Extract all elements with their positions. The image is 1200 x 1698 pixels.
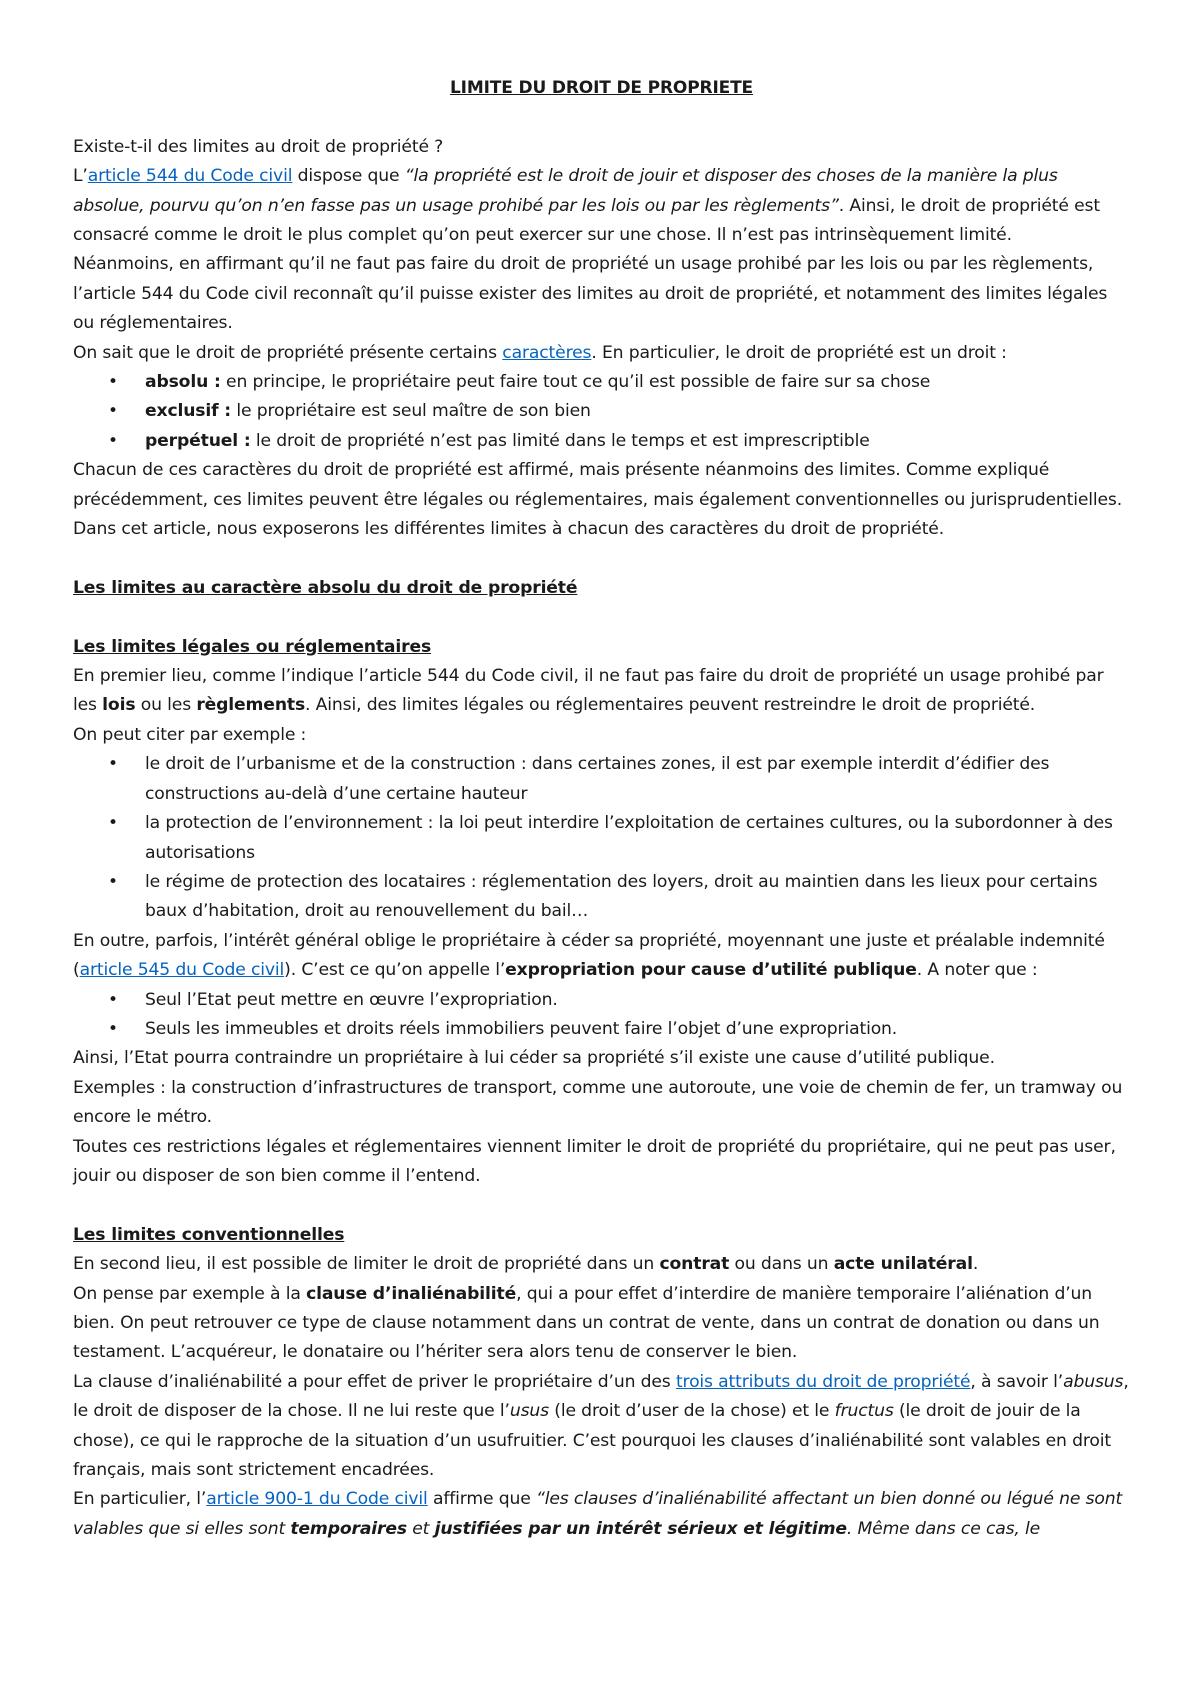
conv-paragraph-3: La clause d’inaliénabilité a pour effet de priver le propriétaire d’un des trois attributs du droit de propriété, à savoir l’abusus, le droit de disposer de la chose. Il ne lui reste que l’usus (le droit d’user de la chose) et le fructus (le droit de jouir de la chose), ce qui le rapproche de la situation d’un usufruitier. C’est pourquoi les clauses d’inaliénabilité sont valables en droit français, mais sont strictement encadrées. [73, 1371, 1129, 1481]
link-article-900-1[interactable]: article 900-1 du Code civil [206, 1489, 428, 1510]
list-item: • Seul l’Etat peut mettre en œuvre l’expropriation. [145, 986, 1130, 1015]
conv-paragraph-1: En second lieu, il est possible de limiter le droit de propriété dans un contrat ou dans un acte unilatéral. [73, 1254, 979, 1275]
page-title: LIMITE DU DROIT DE PROPRIETE [450, 78, 753, 98]
spacer [73, 1191, 1130, 1220]
expropriation-list [73, 986, 1130, 1045]
list-item: • le régime de protection des locataires : réglementation des loyers, droit au maintien dans les lieux pour certains baux d’habitation, droit au renouvellement du bail… [145, 868, 1130, 927]
legal-paragraph-5: Exemples : la construction d’infrastructures de transport, comme une autoroute, une voie de chemin de fer, un tramway ou encore le métro. [73, 1077, 1123, 1128]
section-heading-absolu: Les limites au caractère absolu du droit de propriété [73, 577, 578, 598]
legal-paragraph-6: Toutes ces restrictions légales et réglementaires viennent limiter le droit de propriété du propriétaire, qui ne peut pas user, jouir ou disposer de son bien comme il l’entend. [73, 1136, 1116, 1186]
list-item: • absolu : en principe, le propriétaire peut faire tout ce qu’il est possible de faire sur sa chose [145, 368, 1130, 397]
link-caracteres[interactable]: caractères [502, 342, 592, 363]
conv-paragraph-2: On pense par exemple à la clause d’inaliénabilité, qui a pour effet d’interdire de manière temporaire l’aliénation d’un bien. On peut retrouver ce type de clause notamment dans un contrat de vente, dans un contrat de donation ou dans un testament. L’acquéreur, le donataire ou l’hériter sera alors tenu de conserver le bien. [73, 1283, 1100, 1363]
link-trois-attributs[interactable]: trois attributs du droit de propriété [675, 1371, 971, 1392]
spacer [73, 603, 1130, 632]
list-item: • le droit de l’urbanisme et de la construction : dans certaines zones, il est par exemple interdit d’édifier des constructions au-delà d’une certaine hauteur [145, 750, 1130, 809]
list-item: • exclusif : le propriétaire est seul maître de son bien [145, 397, 1130, 426]
intro-paragraph-3: On sait que le droit de propriété présente certains caractères. En particulier, le droit de propriété est un droit : [73, 342, 1007, 363]
list-item: • perpétuel : le droit de propriété n’est pas limité dans le temps et est imprescriptible [145, 427, 1130, 456]
intro-paragraph-1: L’article 544 du Code civil dispose que “la propriété est le droit de jouir et disposer des choses de la manière la plus absolue, pourvu qu’on n’en fasse pas un usage prohibé par les lois ou par les règlements”. Ainsi, le droit de propriété est consacré comme le droit le plus complet qu’on peut exercer sur une chose. Il n’est pas intrinsèquement limité. [73, 166, 1100, 246]
list-item: • la protection de l’environnement : la loi peut interdire l’exploitation de certaines cultures, ou la subordonner à des autorisations [145, 809, 1130, 868]
link-article-544[interactable]: article 544 du Code civil [87, 166, 293, 187]
characteristics-list [73, 368, 1130, 456]
intro-question: Existe-t-il des limites au droit de propriété ? [73, 136, 444, 157]
legal-paragraph-3: En outre, parfois, l’intérêt général oblige le propriétaire à céder sa propriété, moyennant une juste et préalable indemnité (article 545 du Code civil). C’est ce qu’on appelle l’expropriation pour cause d’utilité publique. A noter que : [73, 930, 1105, 981]
link-article-545[interactable]: article 545 du Code civil [79, 960, 285, 981]
legal-paragraph-4: Ainsi, l’Etat pourra contraindre un propriétaire à lui céder sa propriété s’il existe une cause d’utilité publique. [73, 1048, 995, 1069]
intro-paragraph-2: Néanmoins, en affirmant qu’il ne faut pas faire du droit de propriété un usage prohibé par les lois ou par les règlements, l’article 544 du Code civil reconnaît qu’il puisse exister des limites au droit de propriété, et notamment des limites légales ou réglementaires. [73, 254, 1108, 334]
legal-examples-list [73, 750, 1130, 926]
subsection-heading-conventionnelles: Les limites conventionnelles [73, 1224, 345, 1245]
spacer [73, 544, 1130, 573]
legal-paragraph-1: En premier lieu, comme l’indique l’article 544 du Code civil, il ne faut pas faire du droit de propriété un usage prohibé par les lois ou les règlements. Ainsi, des limites légales ou réglementaires peuvent restreindre le droit de propriété. [73, 666, 1104, 716]
intro-paragraph-4: Chacun de ces caractères du droit de propriété est affirmé, mais présente néanmoins des limites. Comme expliqué précédemment, ces limites peuvent être légales ou réglementaires, mais également conventionnelles ou jurisprudentielles. [73, 460, 1123, 510]
conv-paragraph-4: En particulier, l’article 900-1 du Code civil affirme que “les clauses d’inaliénabilité affectant un bien donné ou légué ne sont valables que si elles sont temporaires et justifiées par un intérêt sérieux et légitime. Même dans ce cas, le [73, 1489, 1123, 1539]
intro-paragraph-5: Dans cet article, nous exposerons les différentes limites à chacun des caractères du droit de propriété. [73, 519, 945, 540]
subsection-heading-legales: Les limites légales ou réglementaires [73, 636, 432, 657]
legal-paragraph-2: On peut citer par exemple : [73, 724, 307, 745]
quote-article-544: “la propriété est le droit de jouir et disposer des choses de la manière la plus absolue, pourvu qu’on n’en fasse pas un usage prohibé par les lois ou par les règlements” [73, 166, 1058, 216]
list-item: • Seuls les immeubles et droits réels immobiliers peuvent faire l’objet d’une expropriation. [145, 1015, 1130, 1044]
